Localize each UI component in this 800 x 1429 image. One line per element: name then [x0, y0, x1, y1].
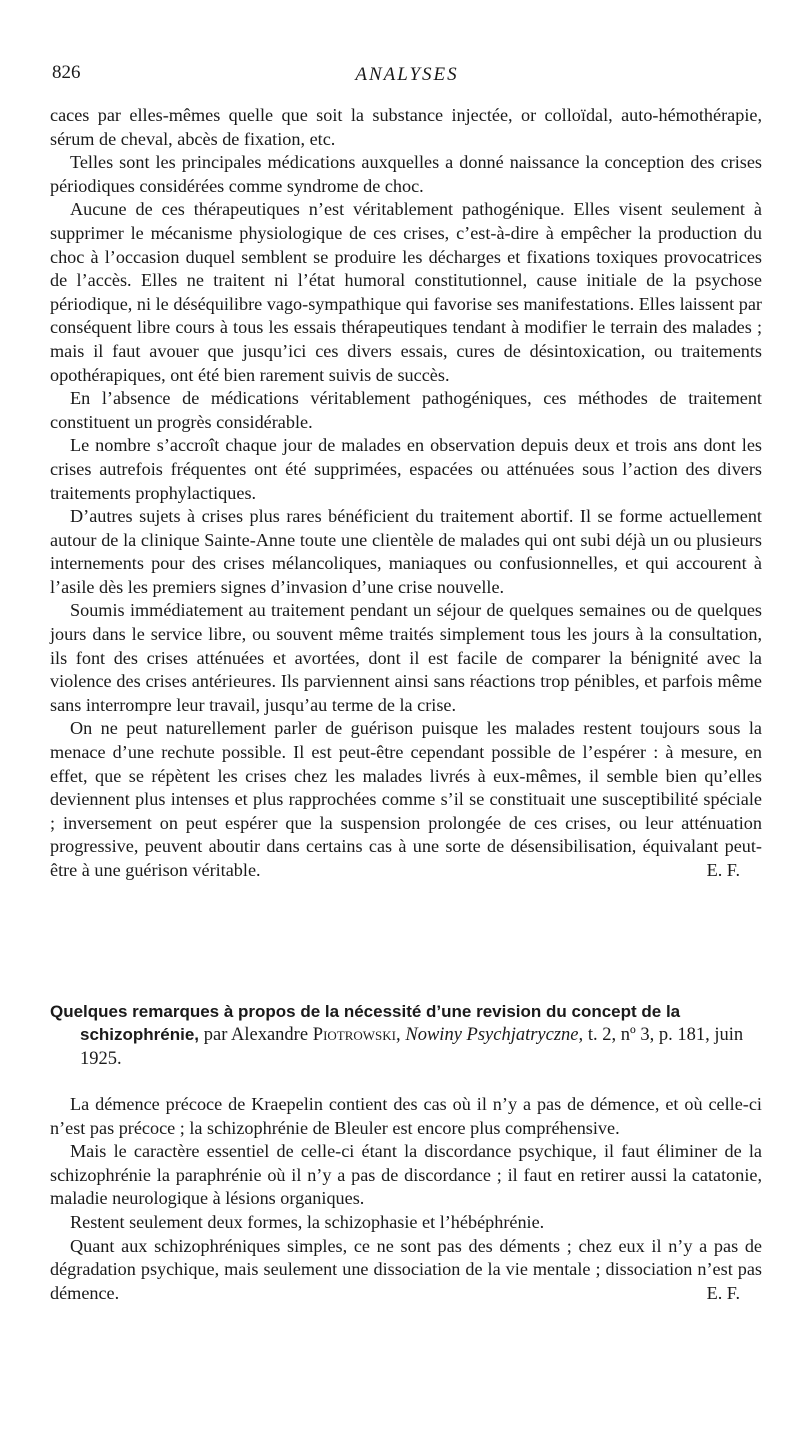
author-name: Piotrowski,	[312, 1025, 401, 1045]
paragraph-with-signature	[50, 717, 762, 882]
author-prefix: par Alexandre	[203, 1025, 309, 1045]
paragraph: En l’absence de médications véritablement pathogéniques, ces méthodes de traitement constituent un progrès considérable.	[50, 388, 762, 432]
page-header	[52, 62, 762, 92]
review-continuation	[50, 104, 762, 883]
paragraph: caces par elles-mêmes quelle que soit la substance injectée, or colloïdal, auto-hémothérapie, sérum de cheval, abcès de fixation, etc.	[50, 105, 762, 149]
signature: E. F.	[706, 1282, 740, 1303]
paragraph-text: On ne peut naturellement parler de guérison puisque les malades restent toujours sous la menace d’une rechute possible. Il est peut-être cependant possible de l’espérer : à mesure, en effet, que se répètent les crises chez les malades livrés à eux-mêmes, il semble bien qu’elles deviennent plus intenses et plus rapprochées comme s’il se constituait une susceptibilité spéciale ; inversement on peut espérer que la suspension prolongée de ces crises, ou leur atténuation progressive, peuvent aboutir dans certains cas à une sorte de désensibilisation, équivalant peut-être à une guérison véritable.	[50, 718, 762, 880]
review-heading	[50, 1000, 762, 1071]
paragraph: Mais le caractère essentiel de celle-ci étant la discordance psychique, il faut éliminer de la schizophrénie la paraphrénie où il n’y a pas de discordance ; il faut en retirer aussi la catatonie, maladie neurologique à lésions organiques.	[50, 1141, 762, 1209]
review-title: Quelques remarques à propos de la nécessité d’une revision du concept de la schizophrénie,	[50, 1002, 681, 1044]
signature: E. F.	[706, 860, 740, 880]
paragraph: D’autres sujets à crises plus rares bénéficient du traitement abortif. Il se forme actuellement autour de la clinique Sainte-Anne toute une clientèle de malades qui ont subi déjà un ou plusieurs internements pour des crises mélancoliques, maniaques ou confusionnelles, et qui accourent à l’asile dès les premiers signes d’invasion d’une crise nouvelle.	[50, 506, 762, 597]
paragraph: Le nombre s’accroît chaque jour de malades en observation depuis deux et trois ans dont les crises autrefois fréquentes ont été supprimées, espacées ou atténuées sous l’action des divers traitements prophylactiques.	[50, 435, 762, 503]
paragraph-text: Quant aux schizophréniques simples, ce ne sont pas des déments ; chez eux il n’y a pas de dégradation psychique, mais seulement une dissociation de la vie mentale ; dissociation n’est pas démence.	[50, 1235, 762, 1303]
paragraph: Restent seulement deux formes, la schizophasie et l’hébéphrénie.	[70, 1211, 545, 1232]
paragraph-with-signature	[50, 1235, 762, 1306]
running-title: ANALYSES	[355, 64, 459, 85]
paragraph: Aucune de ces thérapeutiques n’est véritablement pathogénique. Elles visent seulement à supprimer le mécanisme physiologique de ces crises, c’est-à-dire à empêcher la production du choc à l’occasion duquel semblent se produire les décharges et fixations toxiques provocatrices de l’accès. Elles ne traitent ni l’état humoral constitutionnel, cause initiale de la psychose périodique, ni le déséquilibre vago-sympathique qui favorise ses manifestations. Elles laissent par conséquent libre cours à tous les essais thérapeutiques tendant à modifier le terrain des malades ; mais il faut avouer que jusqu’ici ces divers essais, cures de désintoxication, ou traitements opothérapiques, ont été bien rarement suivis de succès.	[50, 199, 762, 385]
journal-reference: t. 2, nº 3, p. 181, juin 1925.	[80, 1025, 744, 1069]
paragraph: La démence précoce de Kraepelin contient des cas où il n’y a pas de démence, et où celle-ci n’est pas précoce ; la schizophrénie de Bleuler est encore plus compréhensive.	[50, 1094, 762, 1138]
review-schizophrenie	[50, 1000, 762, 1305]
paragraph: Soumis immédiatement au traitement pendant un séjour de quelques semaines ou de quelques jours dans le service libre, ou souvent même traités simplement tous les jours à la consultation, ils font des crises atténuées et avortées, dont il est facile de comparer la bénignité avec la violence des crises antérieures. Ils parviennent ainsi sans réactions trop pénibles, et parfois même sans interrompre leur travail, jusqu’au terme de la crise.	[50, 600, 762, 715]
journal-name: Nowiny Psychjatryczne,	[405, 1025, 584, 1045]
paragraph: Telles sont les principales médications auxquelles a donné naissance la conception des crises périodiques considérées comme syndrome de choc.	[50, 152, 762, 196]
page-number: 826	[52, 62, 81, 83]
